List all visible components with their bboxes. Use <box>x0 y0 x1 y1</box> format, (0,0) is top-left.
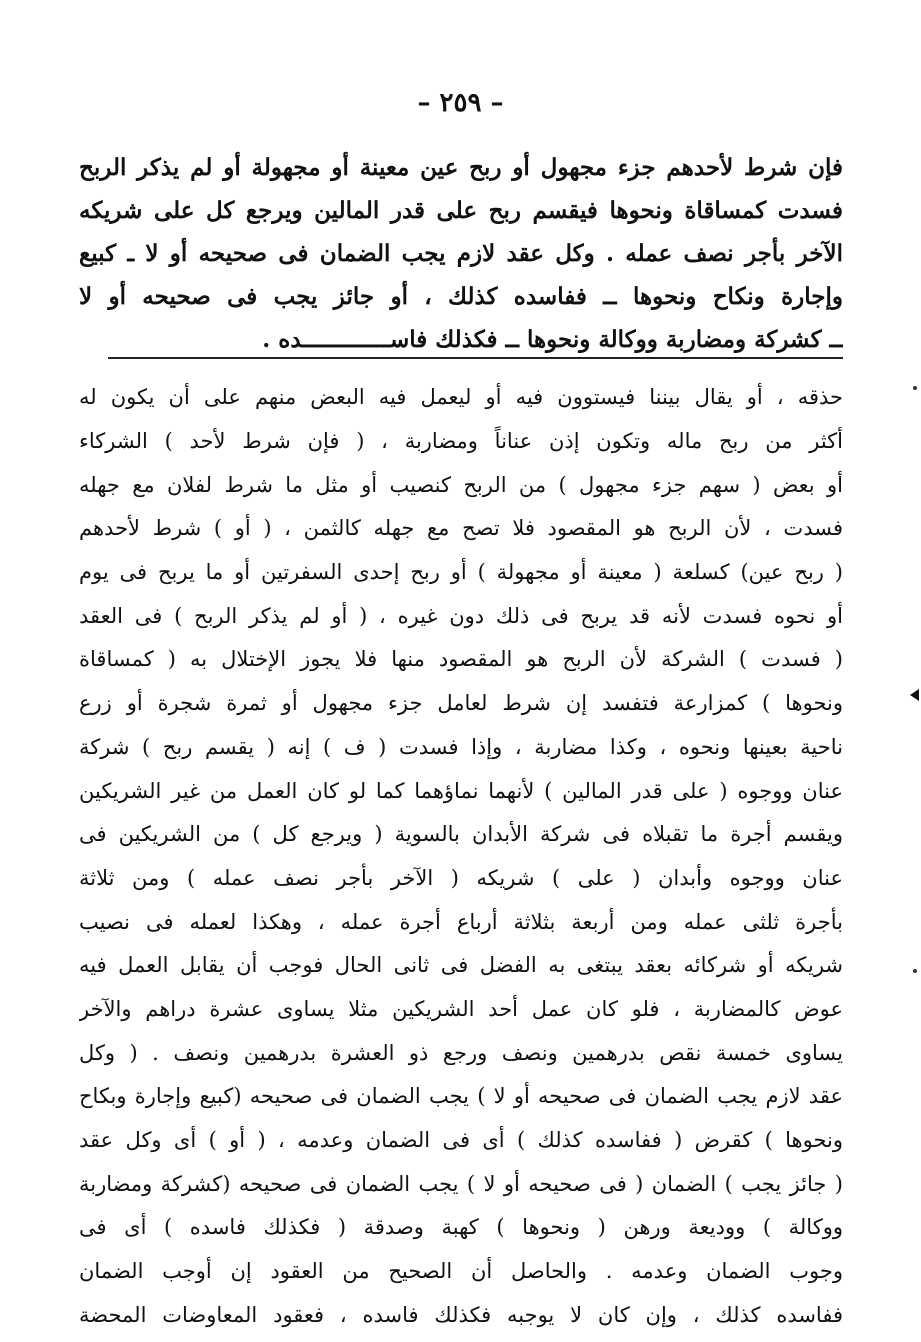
sharh-line: عنان ووجوه ( على قدر المالين ) لأنهما نماؤهما كما لو كان العمل من غير الشريكين <box>79 778 843 803</box>
margin-speck <box>913 969 917 973</box>
sharh-line: ويقسم أجرة ما تقبلاه فى شركة الأبدان بالسوية ( ويرجع كل ) من الشريكين فى <box>79 822 843 847</box>
matn-text <box>79 146 843 361</box>
sharh-line: ناحية بعينها ونحوه ، وكذا مضاربة ، وإذا فسدت ( ف ) إنه ( يقسم ربح ) شركة <box>79 734 843 759</box>
sharh-line: ففاسده كذلك ، وإن كان لا يوجبه فكذلك فاسده ، فعقود المعاوضات المحضة <box>79 1302 843 1327</box>
matn-line: ــ كشركة ومضاربة ووكالة ونحوها ــ فكذلك فاســـــــــــــده . <box>262 326 843 353</box>
matn-line: وإجارة ونكاح ونحوها ــ ففاسده كذلك ، أو جائز يجب فى صحيحه أو لا <box>79 283 843 310</box>
sharh-line: بأجرة ثلثى عمله ومن أربعة بثلاثة أرباع أجرة عمله ، وهكذا لعمله فى نصيب <box>79 909 843 934</box>
sharh-line: عوض كالمضاربة ، فلو كان عمل أحد الشريكين مثلا يساوى عشرة دراهم والآخر <box>79 996 843 1021</box>
sharh-line: ( فسدت ) الشركة لأن الربح هو المقصود منها فلا يجوز الإختلال به ( كمساقاة <box>79 647 843 672</box>
margin-speck <box>913 386 917 390</box>
sharh-line: وجوب الضمان وعدمه . والحاصل أن الصحيح من العقود إن أوجب الضمان <box>79 1259 843 1284</box>
sharh-line: ووكالة ) ووديعة ورهن ( ونحوها ) كهبة وصدقة ( فكذلك فاسده ) أى فى <box>79 1215 843 1240</box>
sharh-line: أو نحوه فسدت لأنه قد يربح فى ذلك دون غيره ، ( أو لم يذكر الربح ) فى العقد <box>79 603 843 628</box>
margin-binding-mark <box>910 689 919 701</box>
sharh-line: حذقه ، أو يقال بيننا فيستوون فيه أو ليعمل فيه البعض منهم على أن يكون له <box>79 385 843 409</box>
matn-line: الآخر بأجر نصف عمله . وكل عقد لازم يجب الضمان فى صحيحه أو لا ـ كبيع <box>79 240 843 267</box>
sharh-text <box>79 374 843 1337</box>
sharh-line: ( ربح عين) كسلعة ( معينة أو مجهولة ) أو ربح إحدى السفرتين أو ما يربح فى يوم <box>79 560 843 585</box>
page-number: – ٢٥٩ – <box>417 88 504 118</box>
sharh-line: أكثر من ربح ماله وتكون إذن عناناً ومضاربة ، ( فإن شرط لأحد ) الشركاء <box>79 429 843 453</box>
sharh-line: عقد لازم يجب الضمان فى صحيحه أو لا ) يجب الضمان فى صحيحه (كبيع وإجارة وبكاح <box>79 1084 843 1109</box>
sharh-line: ( جائز يجب ) الضمان ( فى صحيحه أو لا ) يجب الضمان فى صحيحه (كشركة ومضاربة <box>79 1171 843 1196</box>
sharh-line: فسدت ، لأن الربح هو المقصود فلا تصح مع جهله كالثمن ، ( أو ) شرط لأحدهم <box>79 516 843 541</box>
sharh-line: أو بعض ( سهم جزء مجهول ) من الربح كنصيب أو مثل ما شرط لفلان مع جهله <box>79 472 843 497</box>
matn-line: فسدت كمساقاة ونحوها فيقسم ربح على قدر المالين ويرجع كل على شريكه <box>79 197 843 224</box>
separator-rule <box>108 357 843 359</box>
sharh-line: شريكه أو شركائه بعقد يبتغى به الفضل فى ثانى الحال فوجب أن يقابل العمل فيه <box>79 953 843 978</box>
sharh-line: عنان ووجوه وأبدان ( على ) شريكه ( الآخر بأجر نصف عمله ) ومن ثلاثة <box>79 865 843 890</box>
sharh-line: ونحوها ) كمزارعة فتفسد إن شرط لعامل جزء مجهول أو ثمرة شجرة أو زرع <box>79 691 843 716</box>
sharh-line: يساوى خمسة نقص بدرهمين ونصف ورجع ذو العشرة بدرهمين ونصف . ( وكل <box>79 1040 843 1065</box>
matn-line: فإن شرط لأحدهم جزء مجهول أو ربح عين معينة أو مجهولة أو لم يذكر الربح <box>79 154 843 181</box>
sharh-line: ونحوها ) كقرض ( ففاسده كذلك ) أى فى الضمان وعدمه ، ( أو ) أى وكل عقد <box>79 1128 843 1152</box>
